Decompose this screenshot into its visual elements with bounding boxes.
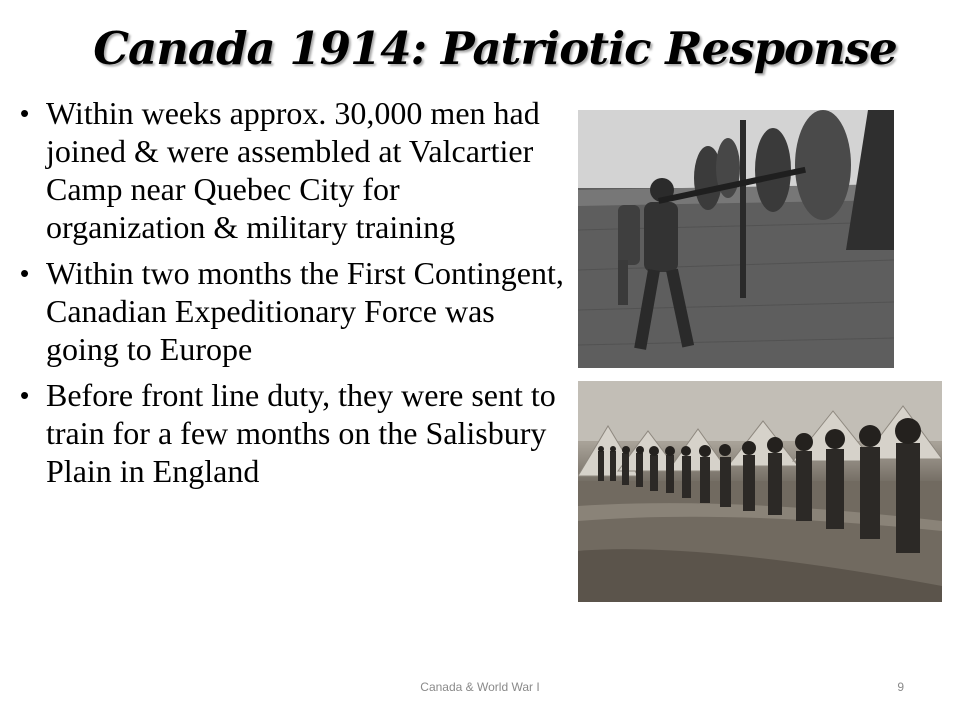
- slide-title: Canada 1914: Patriotic Response: [93, 22, 897, 75]
- bullet-dot-icon: •: [20, 258, 30, 288]
- marching-soldiers-photo: [578, 381, 942, 602]
- page-number: 9: [897, 680, 904, 694]
- bullet-list: [20, 94, 565, 498]
- bullet-item: [20, 376, 565, 490]
- bullet-item: [20, 254, 565, 368]
- photo-illustration: [578, 110, 894, 368]
- bullet-text: Within two months the First Contingent, Canadian Expeditionary Force was going to Europe: [46, 255, 564, 367]
- slide-footer: Canada & World War I: [420, 680, 540, 694]
- bullet-dot-icon: •: [20, 380, 30, 410]
- soldier-bayonet-training-photo: [578, 110, 894, 368]
- photo-illustration: [578, 381, 942, 602]
- bullet-item: [20, 94, 565, 246]
- bullet-dot-icon: •: [20, 98, 30, 128]
- bullet-text: Within weeks approx. 30,000 men had joined & were assembled at Valcartier Camp near Quebec City for organization & military training: [46, 95, 540, 245]
- bullet-text: Before front line duty, they were sent to train for a few months on the Salisbury Plain in England: [46, 377, 556, 489]
